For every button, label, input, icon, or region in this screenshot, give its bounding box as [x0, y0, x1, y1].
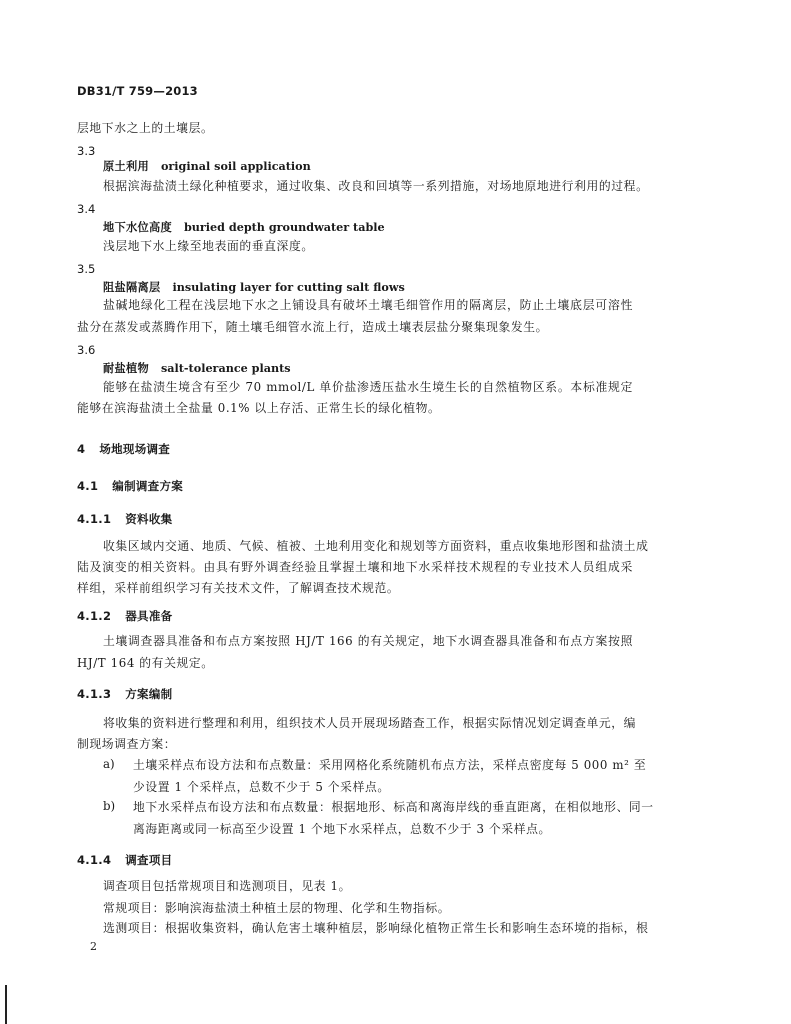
term-title [103, 158, 311, 175]
term-definition: 能够在盐渍生境含有至少 70 mmol/L 单价盐渗透压盐水生境生长的自然植物区系。本标准规定 [103, 380, 633, 394]
term-title [103, 279, 405, 296]
paragraph-line: 土壤调查器具准备和布点方案按照 HJ/T 166 的有关规定，地下水调查器具准备和布点方案按照 [103, 634, 633, 648]
term-number: 3.4 [77, 202, 96, 216]
term-title [103, 219, 385, 236]
term-definition: 盐碱地绿化工程在浅层地下水之上铺设具有破坏土壤毛细管作用的隔离层，防止土壤底层可溶性 [103, 298, 633, 312]
term-number: 3.3 [77, 144, 96, 158]
continued-line: 层地下水之上的土壤层。 [77, 121, 214, 135]
list-item-line: 地下水采样点布设方法和布点数量：根据地形、标高和离海岸线的垂直距离，在相似地形、同一 [133, 800, 654, 814]
list-item-label: a) [103, 757, 115, 771]
paragraph-line: 调查项目包括常规项目和选测项目，见表 1。 [103, 879, 351, 893]
list-item-label: b) [103, 799, 116, 813]
scan-edge-mark [5, 985, 7, 1024]
term-definition-cont: 能够在滨海盐渍土全盐量 0.1% 以上存活、正常生长的绿化植物。 [77, 401, 441, 415]
term-definition: 根据滨海盐渍土绿化种植要求，通过收集、改良和回填等一系列措施，对场地原地进行利用的过程。 [103, 179, 649, 193]
clause-heading: 4.1.3 方案编制 [77, 687, 173, 701]
paragraph-line: HJ/T 164 的有关规定。 [77, 656, 214, 670]
section-heading: 4 场地现场调查 [77, 442, 171, 456]
term-zh: 地下水位高度 [103, 221, 172, 234]
paragraph-line: 样组，采样前组织学习有关技术文件，了解调查技术规范。 [77, 581, 400, 595]
term-en: original soil application [160, 159, 311, 173]
term-zh: 耐盐植物 [103, 362, 149, 375]
list-item-line: 土壤采样点布设方法和布点数量：采用网格化系统随机布点方法，采样点密度每 5 000 m² 至 [133, 758, 647, 772]
term-zh: 原土利用 [103, 160, 149, 173]
standard-code: DB31/T 759—2013 [77, 84, 198, 98]
term-number: 3.5 [77, 262, 96, 276]
subsection-heading: 4.1 编制调查方案 [77, 479, 184, 493]
term-en: buried depth groundwater table [183, 220, 385, 234]
term-definition-cont: 盐分在蒸发或蒸腾作用下，随土壤毛细管水流上行，造成土壤表层盐分聚集现象发生。 [77, 320, 549, 334]
term-definition: 浅层地下水上缘至地表面的垂直深度。 [103, 239, 314, 253]
term-title [103, 360, 291, 377]
paragraph-line: 选测项目：根据收集资料，确认危害土壤种植层，影响绿化植物正常生长和影响生态环境的指标，根 [103, 921, 649, 935]
term-en: salt-tolerance plants [160, 361, 291, 375]
term-en: insulating layer for cutting salt flows [172, 280, 405, 294]
list-item-line: 离海距离或同一标高至少设置 1 个地下水采样点，总数不少于 3 个采样点。 [133, 822, 551, 836]
list-item-line: 少设置 1 个采样点，总数不少于 5 个采样点。 [133, 780, 390, 794]
term-zh: 阻盐隔离层 [103, 281, 161, 294]
term-number: 3.6 [77, 343, 96, 357]
paragraph-line: 陆及演变的相关资料。由具有野外调查经验且掌握土壤和地下水采样技术规程的专业技术人员组成采 [77, 560, 633, 574]
paragraph-line: 常规项目：影响滨海盐渍土种植土层的物理、化学和生物指标。 [103, 901, 451, 915]
paragraph-line: 制现场调查方案： [77, 737, 177, 751]
paragraph-line: 将收集的资料进行整理和利用，组织技术人员开展现场踏查工作，根据实际情况划定调查单元，编 [103, 716, 637, 730]
page-number: 2 [90, 940, 97, 953]
paragraph-line: 收集区域内交通、地质、气候、植被、土地利用变化和规划等方面资料，重点收集地形图和盐渍土成 [103, 539, 649, 553]
clause-heading: 4.1.4 调查项目 [77, 853, 173, 867]
clause-heading: 4.1.1 资料收集 [77, 512, 173, 526]
clause-heading: 4.1.2 器具准备 [77, 609, 173, 623]
